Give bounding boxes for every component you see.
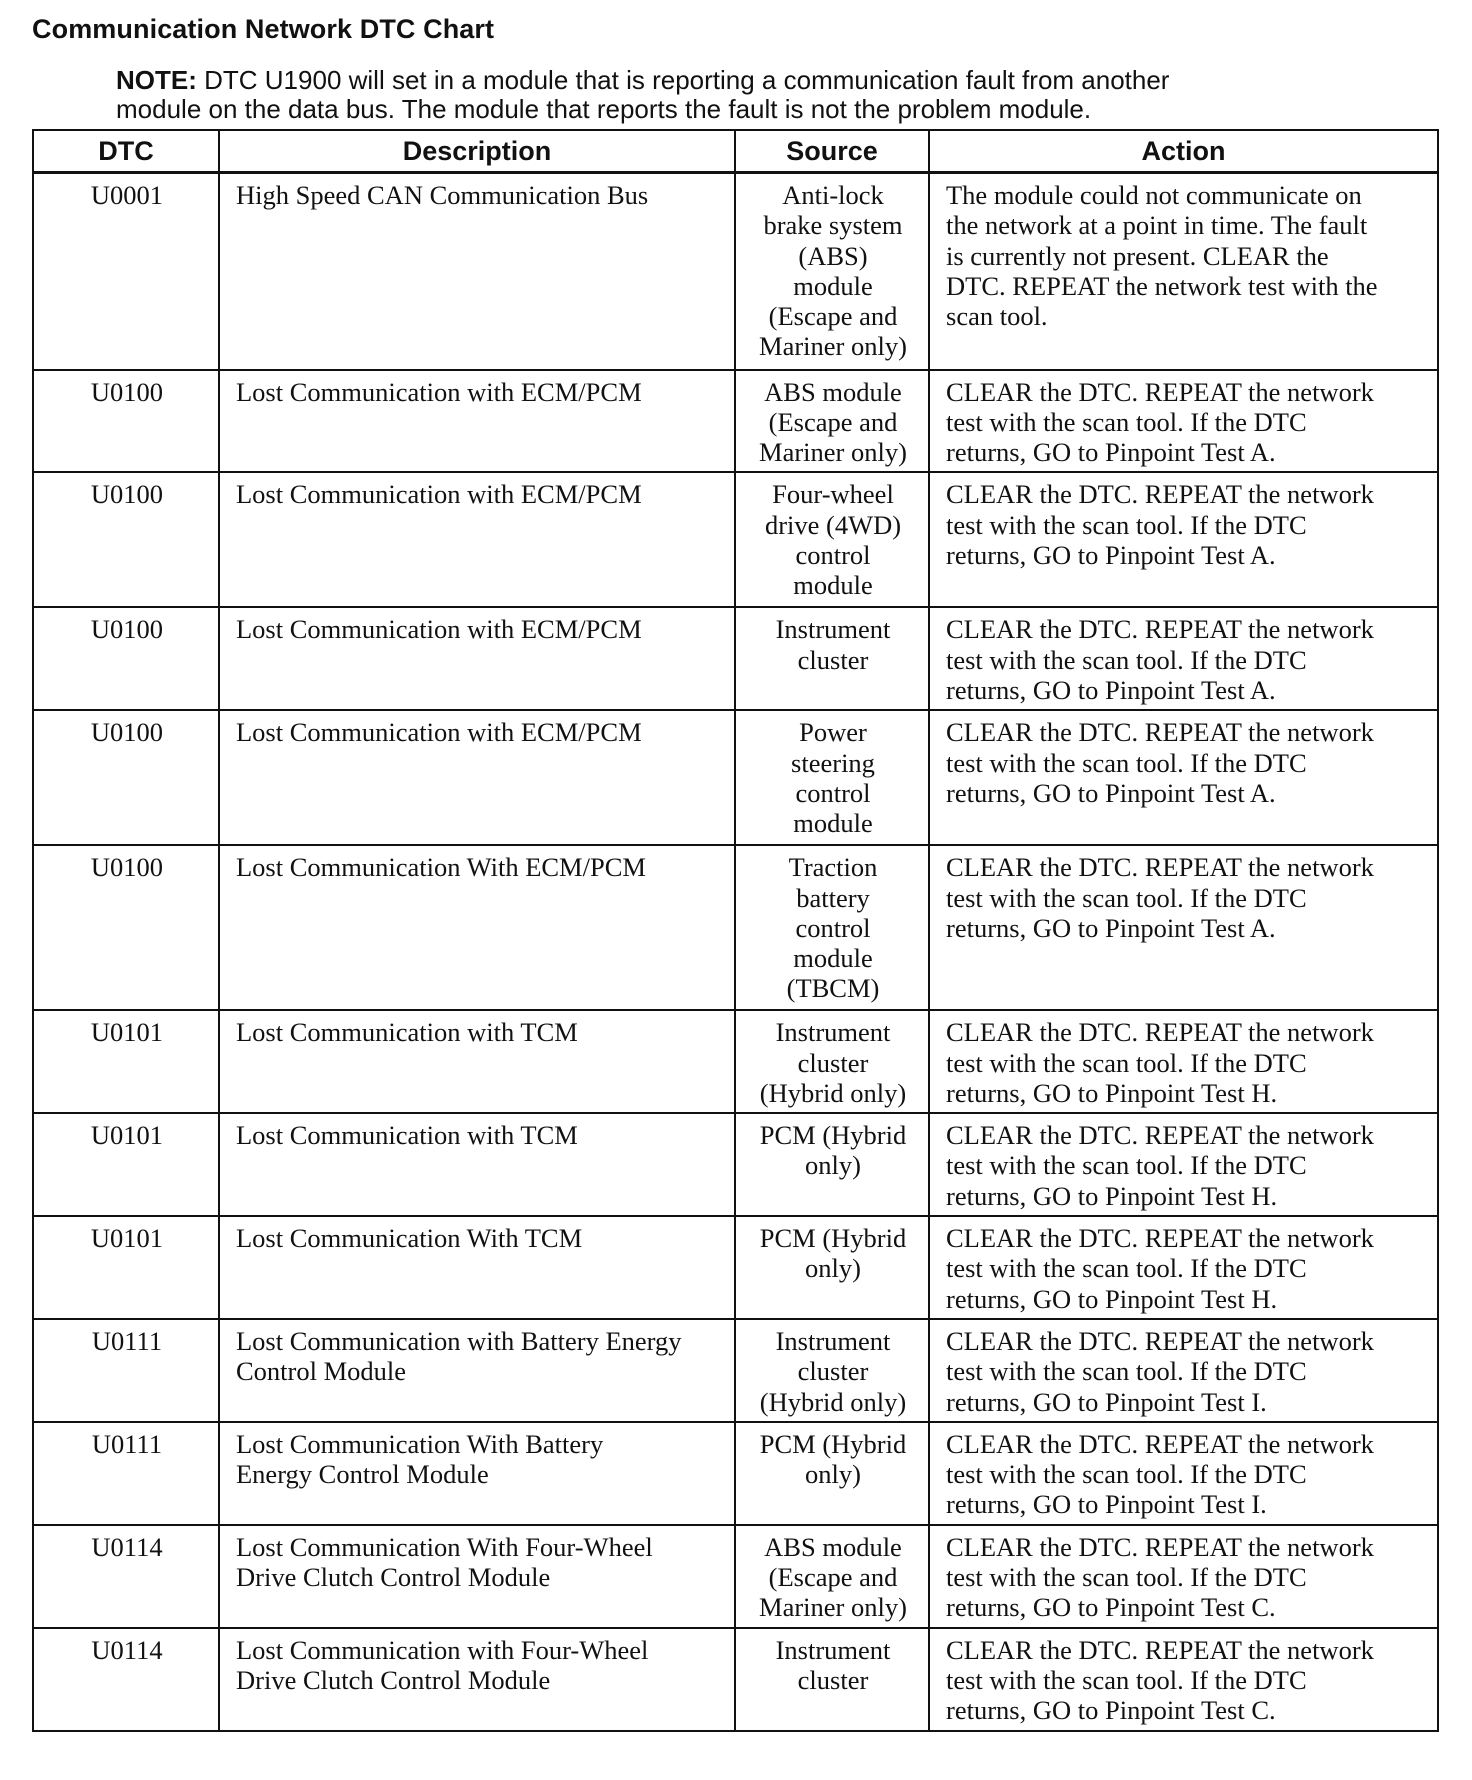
dtc-code: U0114 [33, 1525, 219, 1628]
dtc-description [219, 1525, 735, 1628]
dtc-code: U0100 [33, 710, 219, 845]
dtc-action [929, 607, 1438, 710]
dtc-source-line: (ABS) [798, 240, 868, 271]
dtc-action-line: test with the scan tool. If the DTC [946, 882, 1307, 913]
dtc-action [929, 1216, 1438, 1319]
dtc-action-line: CLEAR the DTC. REPEAT the network [946, 614, 1374, 645]
table-row [33, 1422, 1438, 1525]
dtc-code: U0114 [33, 1628, 219, 1731]
dtc-action-line: test with the scan tool. If the DTC [946, 406, 1307, 437]
dtc-source [735, 370, 929, 473]
dtc-code: U0100 [33, 607, 219, 710]
dtc-code: U0101 [33, 1010, 219, 1113]
dtc-source [735, 1422, 929, 1525]
header-source: Source [735, 130, 929, 173]
dtc-description-line: Lost Communication with ECM/PCM [236, 717, 642, 748]
dtc-description [219, 845, 735, 1010]
table-row [33, 1010, 1438, 1113]
dtc-description-line: Lost Communication with Four-Wheel [236, 1634, 649, 1665]
dtc-action-line: CLEAR the DTC. REPEAT the network [946, 717, 1374, 748]
dtc-description [219, 472, 735, 607]
dtc-description-line: Drive Clutch Control Module [236, 1664, 551, 1695]
header-description: Description [219, 130, 735, 173]
dtc-source-line: PCM (Hybrid [759, 1428, 907, 1459]
dtc-action-line: scan tool. [946, 301, 1048, 332]
dtc-action-line: test with the scan tool. If the DTC [946, 644, 1307, 675]
dtc-source [735, 173, 929, 370]
dtc-action [929, 1628, 1438, 1731]
dtc-action-line: The module could not communicate on [946, 180, 1362, 210]
dtc-code: U0001 [33, 173, 219, 370]
dtc-description [219, 1422, 735, 1525]
dtc-description [219, 1319, 735, 1422]
dtc-description-line: Lost Communication with Battery Energy [236, 1325, 682, 1356]
table-row [33, 472, 1438, 607]
dtc-code: U0100 [33, 472, 219, 607]
dtc-source-line: only) [805, 1253, 861, 1284]
dtc-table [32, 129, 1439, 1732]
dtc-description-line: Lost Communication with ECM/PCM [236, 376, 642, 407]
dtc-description-line: Lost Communication with ECM/PCM [236, 479, 642, 510]
dtc-source [735, 1010, 929, 1113]
dtc-source-line: module [793, 808, 873, 839]
dtc-action-line: returns, GO to Pinpoint Test A. [946, 539, 1276, 570]
dtc-action [929, 1525, 1438, 1628]
table-row [33, 607, 1438, 710]
dtc-description-line: Energy Control Module [236, 1459, 489, 1490]
dtc-action-line: is currently not present. CLEAR the [946, 240, 1329, 271]
dtc-description-line: Lost Communication With Four-Wheel [236, 1531, 653, 1562]
dtc-description [219, 710, 735, 845]
dtc-description [219, 1113, 735, 1216]
table-body [33, 173, 1438, 1731]
dtc-source-line: drive (4WD) [764, 509, 902, 540]
table-row [33, 370, 1438, 473]
dtc-code: U0100 [33, 845, 219, 1010]
dtc-source [735, 1319, 929, 1422]
dtc-description-line: Lost Communication with TCM [236, 1017, 578, 1048]
note-label: NOTE: [116, 65, 197, 95]
dtc-source-line: (Escape and [768, 406, 898, 437]
dtc-description-line: Lost Communication with ECM/PCM [236, 614, 642, 645]
dtc-source-line: (Escape and [768, 1562, 898, 1593]
dtc-source-line: Four-wheel [772, 479, 894, 510]
dtc-action-line: CLEAR the DTC. REPEAT the network [946, 852, 1374, 883]
dtc-source-line: control [795, 539, 871, 570]
dtc-action-line: CLEAR the DTC. REPEAT the network [946, 479, 1374, 510]
dtc-action-line: CLEAR the DTC. REPEAT the network [946, 1634, 1374, 1665]
dtc-description-line: High Speed CAN Communication Bus [236, 180, 649, 210]
table-row [33, 710, 1438, 845]
dtc-action [929, 173, 1438, 370]
dtc-action-line: returns, GO to Pinpoint Test A. [946, 674, 1276, 705]
dtc-action-line: returns, GO to Pinpoint Test H. [946, 1077, 1278, 1108]
dtc-source [735, 1113, 929, 1216]
dtc-action-line: returns, GO to Pinpoint Test A. [946, 912, 1276, 943]
dtc-action-line: returns, GO to Pinpoint Test H. [946, 1180, 1278, 1211]
dtc-action-line: returns, GO to Pinpoint Test I. [946, 1489, 1267, 1520]
dtc-description [219, 1628, 735, 1731]
dtc-action-line: CLEAR the DTC. REPEAT the network [946, 1120, 1374, 1151]
dtc-source-line: Traction [788, 852, 878, 883]
dtc-source-line: (Hybrid only) [759, 1386, 907, 1417]
dtc-source-line: control [795, 912, 871, 943]
dtc-description [219, 370, 735, 473]
dtc-action-line: test with the scan tool. If the DTC [946, 1459, 1307, 1490]
dtc-source-line: cluster [797, 1047, 869, 1078]
dtc-source-line: cluster [797, 1356, 869, 1387]
table-row [33, 1628, 1438, 1731]
table-row [33, 1216, 1438, 1319]
dtc-source-line: Anti-lock [782, 180, 884, 210]
dtc-source-line: ABS module [764, 1531, 902, 1562]
dtc-action-line: returns, GO to Pinpoint Test A. [946, 777, 1276, 808]
dtc-source-line: cluster [797, 644, 869, 675]
dtc-action-line: returns, GO to Pinpoint Test I. [946, 1386, 1267, 1417]
dtc-code: U0111 [33, 1319, 219, 1422]
dtc-source [735, 1216, 929, 1319]
dtc-source [735, 472, 929, 607]
dtc-source-line: module [793, 270, 873, 301]
dtc-action-line: CLEAR the DTC. REPEAT the network [946, 1223, 1374, 1254]
dtc-code: U0111 [33, 1422, 219, 1525]
dtc-action-line: CLEAR the DTC. REPEAT the network [946, 1017, 1374, 1048]
dtc-action-line: CLEAR the DTC. REPEAT the network [946, 1325, 1374, 1356]
dtc-source-line: module [793, 943, 873, 974]
dtc-code: U0101 [33, 1216, 219, 1319]
dtc-action-line: returns, GO to Pinpoint Test C. [946, 1592, 1276, 1623]
dtc-source-line: Instrument [775, 1325, 891, 1356]
dtc-source-line: cluster [797, 1664, 869, 1695]
dtc-source-line: Instrument [775, 1017, 891, 1048]
dtc-action-line: test with the scan tool. If the DTC [946, 1356, 1307, 1387]
dtc-action-line: test with the scan tool. If the DTC [946, 1047, 1307, 1078]
dtc-source-line: Mariner only) [759, 331, 907, 362]
dtc-action-line: the network at a point in time. The fault [946, 210, 1368, 241]
dtc-action [929, 1422, 1438, 1525]
dtc-action-line: test with the scan tool. If the DTC [946, 509, 1307, 540]
note-text-line-2: module on the data bus. The module that reports the fault is not the problem module. [116, 94, 1092, 124]
dtc-action [929, 1010, 1438, 1113]
dtc-source-line: ABS module [764, 376, 902, 407]
dtc-description-line: Lost Communication With ECM/PCM [236, 852, 646, 883]
dtc-source-line: (Hybrid only) [759, 1077, 907, 1108]
dtc-action [929, 710, 1438, 845]
dtc-source [735, 710, 929, 845]
note-text-line-1: DTC U1900 will set in a module that is reporting a communication fault from another [204, 65, 1170, 95]
dtc-source-line: Instrument [775, 614, 891, 645]
table-header-row [33, 130, 1438, 173]
dtc-action-line: test with the scan tool. If the DTC [946, 1150, 1307, 1181]
dtc-source-line: Instrument [775, 1634, 891, 1665]
dtc-action-line: test with the scan tool. If the DTC [946, 747, 1307, 778]
dtc-description [219, 1010, 735, 1113]
dtc-action-line: returns, GO to Pinpoint Test C. [946, 1695, 1276, 1726]
dtc-action [929, 472, 1438, 607]
dtc-source-line: PCM (Hybrid [759, 1120, 907, 1151]
dtc-source-line: battery [796, 882, 870, 913]
dtc-source [735, 1525, 929, 1628]
dtc-description-line: Drive Clutch Control Module [236, 1562, 551, 1593]
header-dtc: DTC [33, 130, 219, 173]
dtc-source [735, 1628, 929, 1731]
dtc-action [929, 1319, 1438, 1422]
dtc-description [219, 173, 735, 370]
dtc-action [929, 370, 1438, 473]
dtc-source-line: (Escape and [768, 301, 898, 332]
dtc-source-line: Power [799, 717, 867, 748]
dtc-action-line: returns, GO to Pinpoint Test H. [946, 1283, 1278, 1314]
dtc-source-line: steering [791, 747, 875, 778]
dtc-action-line: test with the scan tool. If the DTC [946, 1664, 1307, 1695]
dtc-action-line: CLEAR the DTC. REPEAT the network [946, 376, 1374, 407]
dtc-source-line: control [795, 777, 871, 808]
dtc-description-line: Control Module [236, 1356, 407, 1387]
dtc-action-line: CLEAR the DTC. REPEAT the network [946, 1428, 1374, 1459]
table-row [33, 1113, 1438, 1216]
dtc-code: U0101 [33, 1113, 219, 1216]
dtc-action-line: test with the scan tool. If the DTC [946, 1562, 1307, 1593]
dtc-description-line: Lost Communication with TCM [236, 1120, 578, 1151]
dtc-source [735, 607, 929, 710]
dtc-action [929, 845, 1438, 1010]
dtc-description [219, 607, 735, 710]
table-row [33, 173, 1438, 370]
table-row [33, 845, 1438, 1010]
dtc-code: U0100 [33, 370, 219, 473]
header-action: Action [929, 130, 1438, 173]
note [116, 66, 1416, 124]
dtc-action-line: returns, GO to Pinpoint Test A. [946, 437, 1276, 468]
table-row [33, 1319, 1438, 1422]
page-title: Communication Network DTC Chart [32, 14, 495, 44]
dtc-source-line: PCM (Hybrid [759, 1223, 907, 1254]
dtc-source-line: (TBCM) [786, 973, 880, 1004]
dtc-source-line: brake system [763, 210, 903, 241]
dtc-action [929, 1113, 1438, 1216]
dtc-source [735, 845, 929, 1010]
dtc-description [219, 1216, 735, 1319]
dtc-description-line: Lost Communication With TCM [236, 1223, 583, 1254]
dtc-source-line: Mariner only) [759, 1592, 907, 1623]
table-row [33, 1525, 1438, 1628]
dtc-source-line: only) [805, 1459, 861, 1490]
dtc-source-line: module [793, 570, 873, 601]
dtc-description-line: Lost Communication With Battery [236, 1428, 604, 1459]
dtc-action-line: DTC. REPEAT the network test with the [946, 270, 1378, 301]
dtc-action-line: test with the scan tool. If the DTC [946, 1253, 1307, 1284]
dtc-source-line: only) [805, 1150, 861, 1181]
dtc-source-line: Mariner only) [759, 437, 907, 468]
dtc-action-line: CLEAR the DTC. REPEAT the network [946, 1531, 1374, 1562]
